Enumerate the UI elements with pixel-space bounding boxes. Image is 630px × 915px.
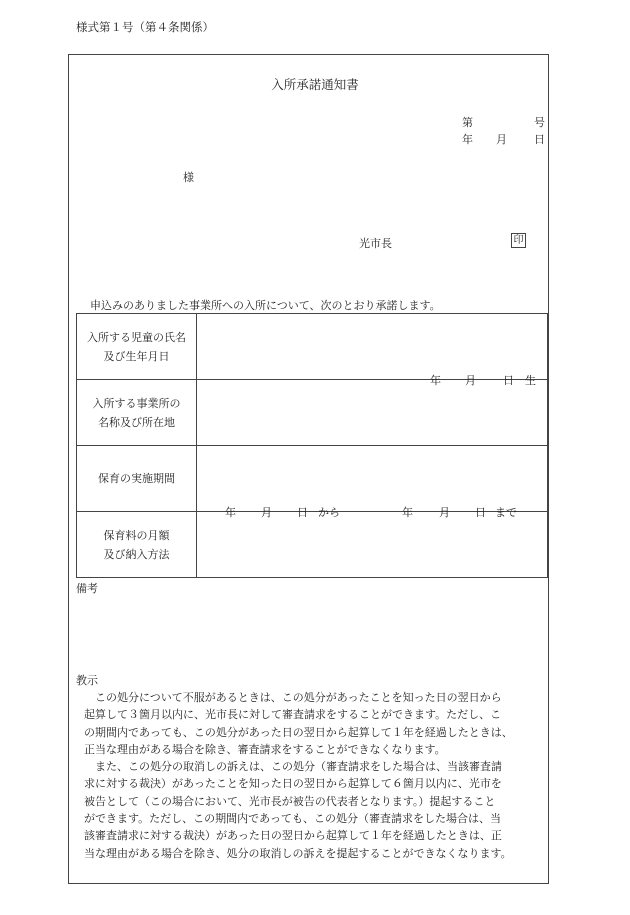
date-day: 日	[534, 133, 545, 146]
page-title: 入所承諾通知書	[271, 77, 359, 92]
instruction-line: 起算して３箇月以内に、光市長に対して審査請求をすることができます。ただし、こ	[84, 708, 502, 722]
table-row	[77, 314, 548, 380]
end-month: 月	[439, 505, 450, 519]
start-year: 年	[225, 505, 236, 519]
instruction-body	[84, 689, 544, 862]
instruction-line: この処分について不服があるときは、この処分があったことを知った日の翌日から	[84, 691, 502, 704]
instruction-line: 当な理由がある場合を除き、処分の取消しの訴えを提起することができなくなります。	[84, 846, 512, 860]
remarks-label: 備考	[76, 582, 98, 595]
number-prefix: 第	[462, 116, 473, 129]
birth-year: 年	[430, 373, 441, 387]
birth-month: 月	[465, 373, 476, 387]
instruction-line: 該審査請求に対する裁決）があった日の翌日から起算して１年を経過したときは、正	[84, 829, 502, 843]
start-month: 月	[261, 505, 272, 519]
instruction-line: の期間内であっても、この処分があった日の翌日から起算して１年を経過したときは、	[84, 725, 513, 739]
end-day: 日	[475, 505, 486, 519]
label-line: 入所する事業所の	[92, 396, 181, 410]
form-code: 様式第１号（第４条関係）	[76, 20, 214, 34]
table-label-fee	[77, 512, 197, 578]
table-label-facility	[77, 380, 197, 446]
table-value-facility[interactable]	[197, 380, 548, 446]
label-line: 保育料の月額	[103, 528, 170, 542]
birth-day: 日	[503, 373, 514, 387]
start-day: 日	[297, 505, 308, 519]
table-value-child[interactable]	[197, 314, 548, 387]
table-row	[77, 446, 548, 512]
seal-mark: 印	[511, 233, 526, 248]
label-line: 及び納入方法	[103, 547, 170, 561]
table-label-child	[77, 314, 197, 380]
instruction-label: 教示	[76, 674, 98, 687]
birth-suffix: 生	[525, 373, 536, 387]
label-line: 保育の実施期間	[98, 472, 175, 485]
label-line: 名称及び所在地	[98, 415, 175, 429]
table-value-period[interactable]	[197, 446, 548, 519]
table-label-period	[77, 446, 197, 512]
issuer-name: 光市長	[359, 237, 392, 250]
intro-text: 申込みのありました事業所への入所について、次のとおり承諾します。	[90, 299, 441, 312]
end-year: 年	[402, 505, 413, 519]
date-year: 年	[462, 133, 473, 146]
document-number-line	[462, 114, 545, 130]
end-suffix: まで	[495, 505, 517, 519]
start-suffix: から	[318, 505, 340, 519]
label-line: 及び生年月日	[103, 349, 170, 363]
instruction-line: また、この処分の取消しの訴えは、この処分（審査請求をした場合は、当該審査請	[84, 760, 502, 774]
table-row	[77, 380, 548, 446]
instruction-line: 被告として（この場合において、光市長が被告の代表者となります。）提起すること	[84, 794, 496, 808]
number-suffix: 号	[534, 116, 545, 129]
issue-date-line	[462, 131, 545, 147]
addressee: 様	[183, 171, 194, 184]
instruction-line: 正当な理由がある場合を除き、審査請求をすることができなくなります。	[84, 742, 446, 756]
date-month: 月	[496, 133, 507, 146]
table-row	[77, 512, 548, 578]
instruction-line: ができます。ただし、この期間内であっても、この処分（審査請求をした場合は、当	[84, 812, 502, 826]
label-line: 入所する児童の氏名	[87, 330, 186, 344]
approval-table	[76, 313, 548, 578]
table-value-fee[interactable]	[197, 512, 548, 578]
instruction-line: 求に対する裁決）があったことを知った日の翌日から起算して６箇月以内に、光市を	[84, 777, 502, 791]
